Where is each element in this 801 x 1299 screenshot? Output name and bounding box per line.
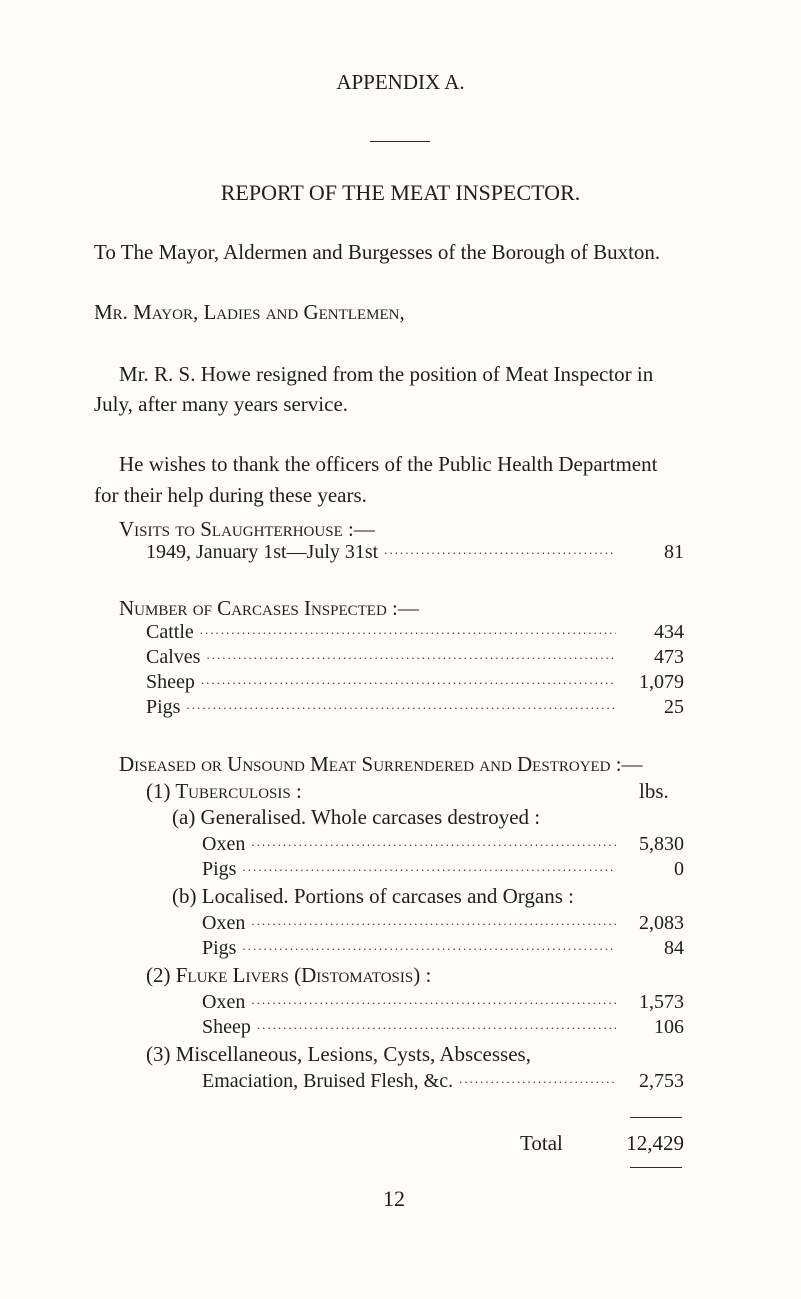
visits-label: 1949, January 1st—July 31st — [146, 541, 379, 563]
dot-leader — [186, 692, 616, 718]
addressee: To The Mayor, Aldermen and Burgesses of the Borough of Buxton. — [94, 240, 661, 264]
paragraph-2-line-1: He wishes to thank the officers of the Public Health Department — [119, 452, 658, 476]
dot-leader — [459, 1066, 616, 1092]
carcases-heading: Number of Carcases Inspected :— — [119, 596, 419, 620]
item-value: 0 — [674, 858, 684, 880]
localised-heading: (b) Localised. Portions of carcases and Organs : — [172, 884, 574, 908]
appendix-label: APPENDIX A. — [336, 70, 465, 94]
item-label: Oxen — [202, 991, 246, 1013]
visits-row — [146, 539, 684, 565]
item-value: 2,753 — [639, 1070, 684, 1092]
dot-leader — [201, 667, 616, 693]
carcase-label: Pigs — [146, 696, 181, 718]
salutation: Mr. Mayor, Ladies and Gentlemen, — [94, 300, 405, 324]
dot-leader — [251, 987, 616, 1013]
total-value: 12,429 — [626, 1131, 684, 1155]
item-label: Oxen — [202, 833, 246, 855]
paragraph-1-line-2: July, after many years service. — [94, 392, 349, 416]
item-value: 1,573 — [639, 991, 684, 1013]
generalised-heading: (a) Generalised. Whole carcases destroyed : — [172, 805, 541, 829]
item-value: 2,083 — [639, 912, 684, 934]
carcase-label: Calves — [146, 646, 201, 668]
dot-leader — [242, 933, 616, 959]
total-rule-top — [630, 1117, 682, 1118]
carcase-value: 434 — [654, 621, 684, 643]
generalised-row — [202, 856, 684, 882]
paragraph-2-line-2: for their help during these years. — [94, 483, 367, 507]
page-title: REPORT OF THE MEAT INSPECTOR. — [220, 180, 581, 205]
carcase-value: 1,079 — [639, 671, 684, 693]
item-value: 84 — [664, 937, 684, 959]
dot-leader — [206, 642, 616, 668]
title-rule — [370, 141, 430, 142]
dot-leader — [251, 829, 616, 855]
dot-leader — [251, 908, 616, 934]
carcase-value: 25 — [664, 696, 684, 718]
carcase-label: Cattle — [146, 621, 194, 643]
total-label: Total — [520, 1131, 563, 1155]
item-label: Pigs — [202, 858, 237, 880]
carcase-label: Sheep — [146, 671, 195, 693]
dot-leader — [384, 537, 616, 563]
item-label: Emaciation, Bruised Flesh, &c. — [202, 1070, 454, 1092]
paragraph-1-line-1: Mr. R. S. Howe resigned from the position of Meat Inspector in — [119, 362, 654, 386]
visits-heading: Visits to Slaughterhouse :— — [119, 517, 375, 541]
dot-leader — [242, 854, 616, 880]
total-rule-bottom — [630, 1167, 682, 1168]
fluke-heading: (2) Fluke Livers (Distomatosis) : — [146, 963, 432, 987]
unit-label: lbs. — [639, 779, 669, 803]
localised-row — [202, 935, 684, 961]
carcase-value: 473 — [654, 646, 684, 668]
miscellaneous-heading: (3) Miscellaneous, Lesions, Cysts, Abscesses, — [146, 1042, 531, 1066]
diseased-heading: Diseased or Unsound Meat Surrendered and Destroyed :— — [119, 752, 643, 776]
dot-leader — [257, 1012, 616, 1038]
tuberculosis-heading: (1) Tuberculosis : — [146, 779, 302, 803]
page-number: 12 — [383, 1186, 405, 1211]
carcase-row — [146, 694, 684, 720]
fluke-row — [202, 1014, 684, 1040]
visits-value: 81 — [664, 541, 684, 563]
item-label: Sheep — [202, 1016, 251, 1038]
item-value: 5,830 — [639, 833, 684, 855]
miscellaneous-row — [202, 1068, 684, 1094]
item-label: Pigs — [202, 937, 237, 959]
dot-leader — [200, 617, 616, 643]
item-label: Oxen — [202, 912, 246, 934]
item-value: 106 — [654, 1016, 684, 1038]
